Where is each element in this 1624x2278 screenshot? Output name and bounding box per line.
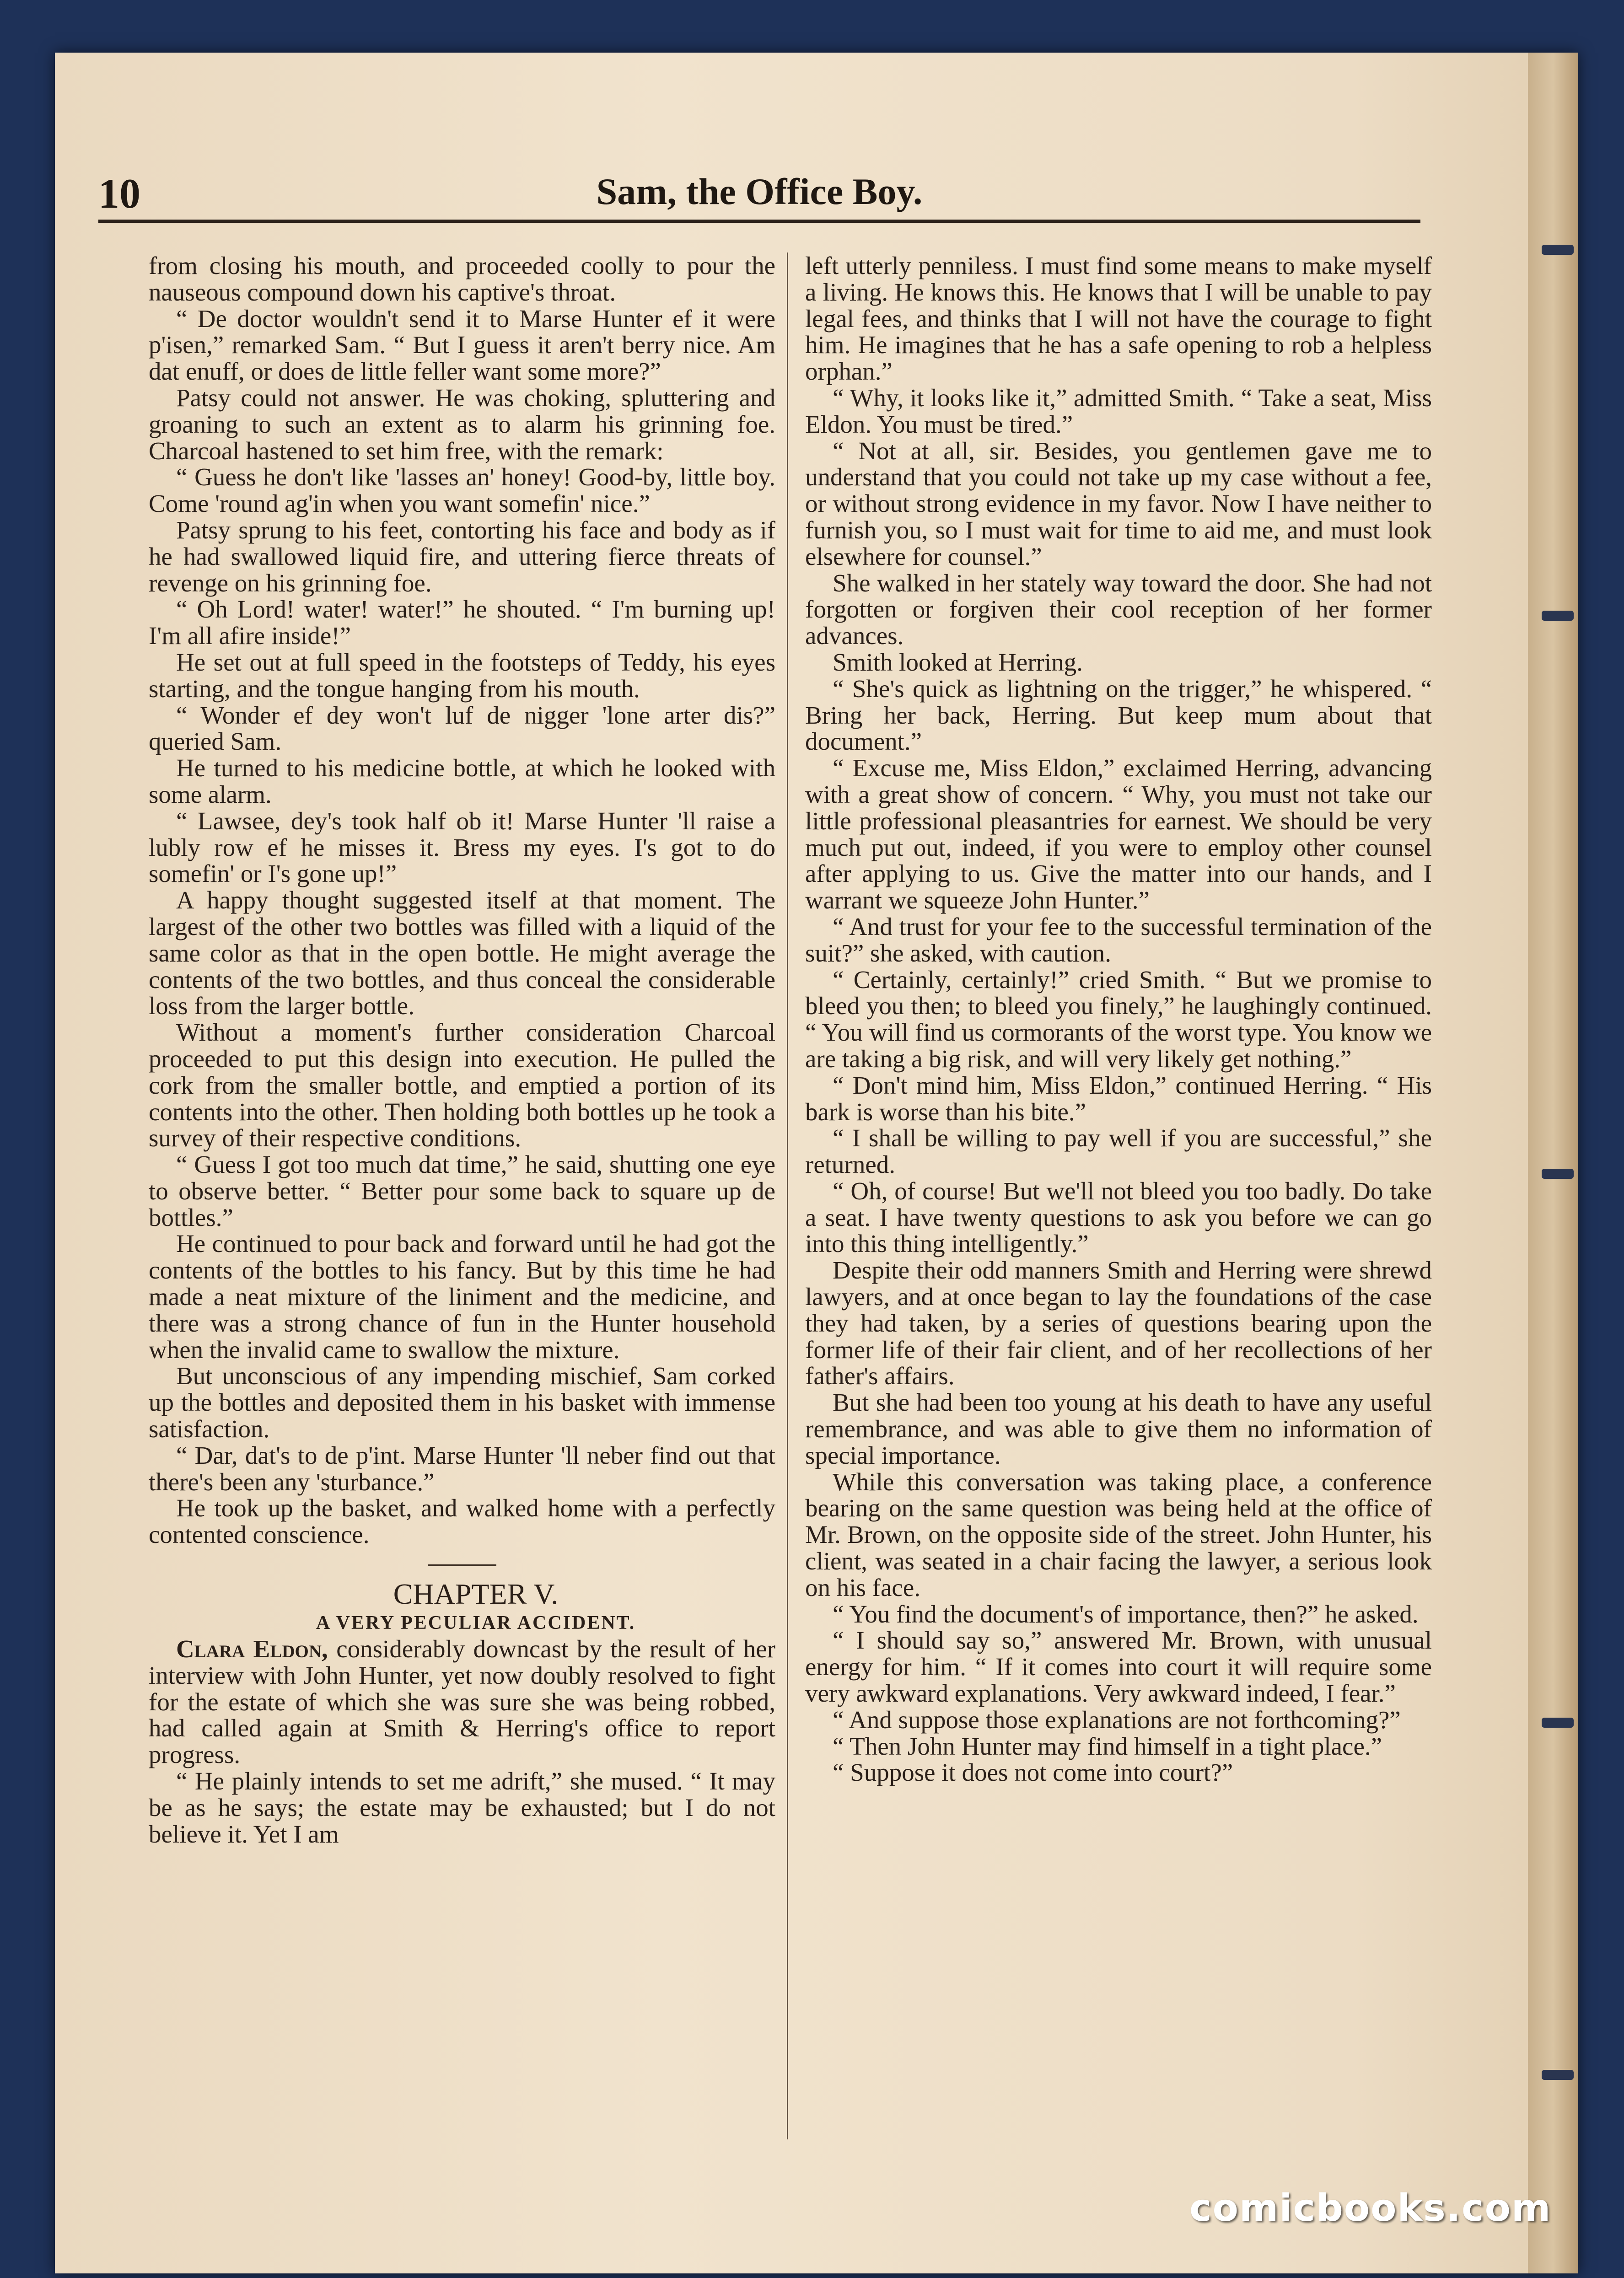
chapter-divider: [428, 1564, 496, 1566]
paragraph: She walked in her stately way toward the door. She had not forgotten or forgiven their cool reception of her former advances.: [805, 569, 1432, 650]
column-divider: [787, 253, 788, 2139]
paragraph: He turned to his medicine bottle, at which he looked with some alarm.: [149, 754, 775, 808]
paragraph: “ Wonder ef dey won't luf de nigger 'lone arter dis?” queried Sam.: [149, 701, 775, 756]
chapter-heading: CHAPTER V.: [393, 1578, 559, 1611]
paragraph: “ You find the document's of importance, then?” he asked.: [833, 1600, 1419, 1628]
binding-stitch: [1542, 611, 1574, 621]
paragraph: “ Guess he don't like 'lasses an' honey! Good-by, little boy. Come 'round ag'in when you want somefin' nice.”: [149, 463, 775, 518]
binding-stitch: [1542, 2070, 1574, 2080]
paragraph: “ Suppose it does not come into court?”: [833, 1758, 1233, 1787]
paragraph-text: considerably downcast by the result of her interview with John Hunter, yet now doubly resolved to fight for the estate of which she was sure she was being robbed, had called again at Smith & Herring's office to report progress.: [149, 1635, 775, 1769]
paragraph: Without a moment's further consideration Charcoal proceeded to put this design into execution. He pulled the cork from the smaller bottle, and emptied a portion of its contents into the other. Then holding both bottles up he took a survey of their respective conditions.: [149, 1018, 775, 1152]
page-number: 10: [98, 170, 140, 217]
binding-stitch: [1542, 1718, 1574, 1728]
paragraph: left utterly penniless. I must find some means to make myself a living. He knows this. He knows that I will be unable to pay legal fees, and thinks that I will not have the courage to fight him. He imagines that he has a safe opening to rob a helpless orphan.”: [805, 252, 1432, 386]
paragraph: “ Excuse me, Miss Eldon,” exclaimed Herring, advancing with a great show of concern. “ Why, you must not take our little professional pleasantries for earnest. We should be very much put out, indeed, if you were to employ other counsel after applying to us. Give the matter into our hands, and I warrant we squeeze John Hunter.”: [805, 754, 1432, 914]
paragraph: A happy thought suggested itself at that moment. The largest of the other two bottles was filled with a liquid of the same color as that in the open bottle. He might average the contents of the two bottles, and thus conceal the considerable loss from the larger bottle.: [149, 886, 775, 1020]
binding-stitch: [1542, 1169, 1574, 1179]
paragraph: “ De doctor wouldn't send it to Marse Hunter ef it were p'isen,” remarked Sam. “ But I guess it aren't berry nice. Am dat enuff, or does de little feller want some more?”: [149, 304, 775, 386]
running-title: Sam, the Office Boy.: [596, 171, 923, 212]
chapter-lead-name: Clara Eldon,: [176, 1635, 328, 1663]
paragraph: “ Don't mind him, Miss Eldon,” continued Herring. “ His bark is worse than his bite.”: [805, 1071, 1432, 1126]
paragraph: “ Why, it looks like it,” admitted Smith. “ Take a seat, Miss Eldon. You must be tired.”: [805, 383, 1432, 438]
paragraph: “ I shall be willing to pay well if you are successful,” she returned.: [805, 1124, 1432, 1179]
paragraph: “ Oh, of course! But we'll not bleed you too badly. Do take a seat. I have twenty questions to ask you before we can go into this thing intelligently.”: [805, 1177, 1432, 1258]
paragraph: While this conversation was taking place, a conference bearing on the same question was being held at the office of Mr. Brown, on the opposite side of the street. John Hunter, his client, was seated in a chair facing the lawyer, a serious look on his face.: [805, 1467, 1432, 1601]
paragraph: “ Oh Lord! water! water!” he shouted. “ I'm burning up! I'm all afire inside!”: [149, 595, 775, 650]
paragraph: He took up the basket, and walked home with a perfectly contented conscience.: [149, 1494, 775, 1549]
paragraph: “ Not at all, sir. Besides, you gentlemen gave me to understand that you could not take up my case without a fee, or without strong evidence in my favor. Now I have neither to furnish you, so I must wait for time to aid me, and must look elsewhere for counsel.”: [805, 436, 1432, 570]
page-header: [98, 165, 1420, 223]
left-column: [149, 253, 775, 1847]
paragraph: “ He plainly intends to set me adrift,” she mused. “ It may be as he says; the estate may be exhausted; but I do not believe it. Yet I am: [149, 1767, 775, 1848]
paragraph: But she had been too young at his death to have any useful remembrance, and was able to give them no information of special importance.: [805, 1388, 1432, 1469]
paragraph: from closing his mouth, and proceeded coolly to pour the nauseous compound down his captive's throat.: [149, 252, 775, 306]
paragraph: “ Dar, dat's to de p'int. Marse Hunter 'll neber find out that there's been any 'sturbance.”: [149, 1441, 775, 1496]
paragraph: “ Guess I got too much dat time,” he said, shutting one eye to observe better. “ Better pour some back to square up de bottles.”: [149, 1150, 775, 1231]
binding-stitch: [1542, 245, 1574, 255]
paragraph: He set out at full speed in the footsteps of Teddy, his eyes starting, and the tongue hanging from his mouth.: [149, 648, 775, 703]
paragraph: “ Certainly, certainly!” cried Smith. “ But we promise to bleed you then; to bleed you finely,” he laughingly continued. “ You will find us cormorants of the worst type. You know we are taking a big risk, and will very likely get nothing.”: [805, 965, 1432, 1073]
paragraph: “ And trust for your fee to the successful termination of the suit?” she asked, with caution.: [805, 912, 1432, 967]
page-binding-gutter: [1528, 53, 1578, 2273]
paragraph: “ And suppose those explanations are not forthcoming?”: [833, 1705, 1401, 1734]
paragraph: “ Then John Hunter may find himself in a tight place.”: [833, 1732, 1382, 1760]
paragraph: [149, 1636, 775, 1768]
watermark: comicbooks.com: [1189, 2187, 1552, 2230]
paragraph: Patsy could not answer. He was choking, spluttering and groaning to such an extent as to alarm his grinning foe. Charcoal hastened to set him free, with the remark:: [149, 383, 775, 465]
paragraph: Despite their odd manners Smith and Herring were shrewd lawyers, and at once began to lay the foundations of the case they had taken, by a series of questions bearing upon the former life of their fair client, and of her recollections of her father's affairs.: [805, 1256, 1432, 1390]
paragraph: “ She's quick as lightning on the trigger,” he whispered. “ Bring her back, Herring. But keep mum about that document.”: [805, 674, 1432, 756]
paragraph: “ I should say so,” answered Mr. Brown, with unusual energy for him. “ If it comes into court it will require some very awkward explanations. Very awkward indeed, I fear.”: [805, 1626, 1432, 1708]
chapter-subtitle: A VERY PECULIAR ACCIDENT.: [316, 1612, 636, 1634]
paragraph: Smith looked at Herring.: [833, 648, 1083, 676]
paragraph: Patsy sprung to his feet, contorting his face and body as if he had swallowed liquid fire, and uttering fierce threats of revenge on his grinning foe.: [149, 516, 775, 597]
right-column: [805, 253, 1432, 1786]
paragraph: But unconscious of any impending mischief, Sam corked up the bottles and deposited them in his basket with immense satisfaction.: [149, 1362, 775, 1443]
paragraph: “ Lawsee, dey's took half ob it! Marse Hunter 'll raise a lubly row ef he misses it. Bress my eyes. I's got to do somefin' or I's gone up!”: [149, 806, 775, 888]
paragraph: He continued to pour back and forward until he had got the contents of the bottles to his fancy. But by this time he had made a neat mixture of the liniment and the medicine, and there was a strong chance of fun in the Hunter household when the invalid came to swallow the mixture.: [149, 1230, 775, 1364]
